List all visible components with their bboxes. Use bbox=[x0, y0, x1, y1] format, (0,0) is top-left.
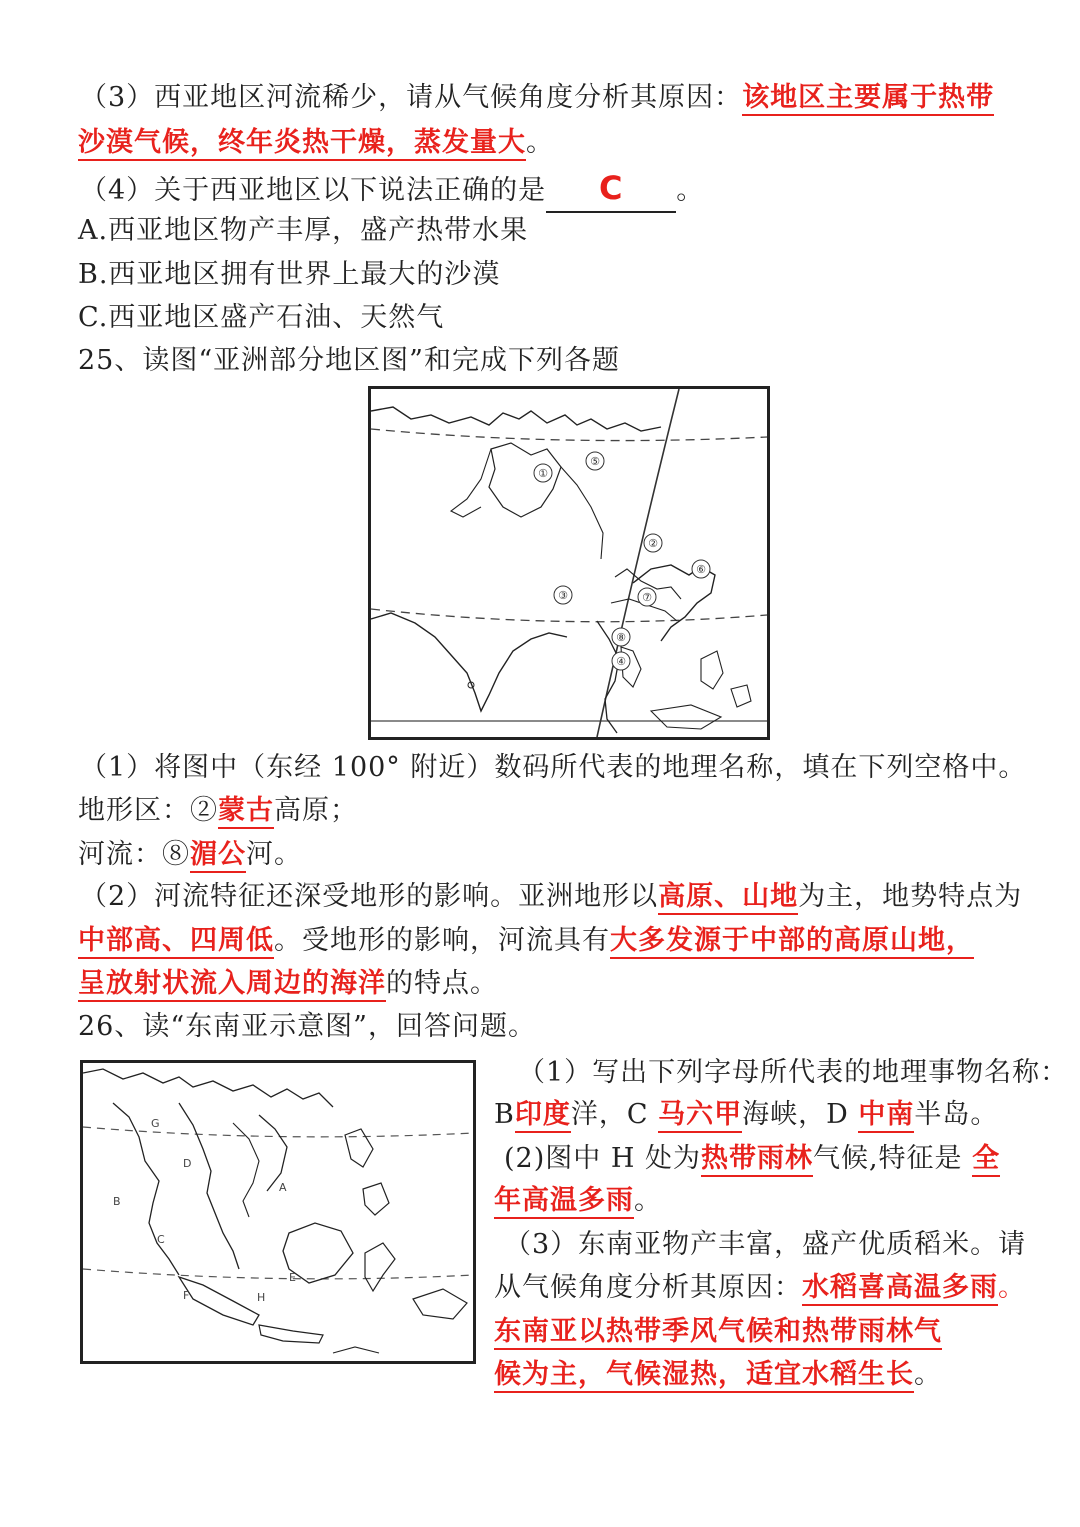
q24-option-b: B.西亚地区拥有世界上最大的沙漠 bbox=[78, 259, 501, 290]
q26-part1-prompt: （1）写出下列字母所代表的地理事物名称： bbox=[518, 1057, 1069, 1088]
q26-part3-answer2: 东南亚以热带季风气候和热带雨林气 bbox=[494, 1316, 942, 1350]
q24-part3-answer-a: 该地区主要属于热带 bbox=[742, 82, 994, 116]
q26-part2-mid: 气候,特征是 bbox=[812, 1143, 963, 1174]
q25-part2-line1 bbox=[80, 877, 1022, 917]
q26-part2-answer2b: 年高温多雨 bbox=[494, 1185, 634, 1219]
sumatra-island bbox=[179, 1277, 259, 1325]
q26-b-prefix: B bbox=[494, 1099, 515, 1130]
asia-region-map bbox=[368, 386, 770, 740]
svg-text:①: ① bbox=[538, 467, 548, 480]
q24-option-a: A.西亚地区物产丰厚，盛产热带水果 bbox=[78, 215, 529, 246]
q24-part4-line bbox=[80, 168, 704, 213]
q26-part2-answer1: 热带雨林 bbox=[701, 1143, 813, 1177]
q26-part1-answers bbox=[494, 1095, 998, 1135]
q26-b-answer: 印度 bbox=[515, 1099, 571, 1133]
q26-part3-line2 bbox=[494, 1268, 1026, 1308]
map-number-8 bbox=[612, 628, 630, 646]
q25-terrain-suffix: 高原； bbox=[274, 795, 358, 826]
map-letter-h: H bbox=[257, 1291, 266, 1304]
india-coast bbox=[371, 613, 567, 711]
svg-text:⑧: ⑧ bbox=[616, 631, 626, 644]
q24-option-c: C.西亚地区盛产石油、天然气 bbox=[78, 302, 445, 333]
island-small bbox=[731, 685, 751, 707]
q25-part2-answer1: 高原、山地 bbox=[658, 881, 798, 915]
map-number-3 bbox=[554, 586, 572, 604]
map-letter-f: F bbox=[183, 1289, 190, 1302]
map-number-6 bbox=[692, 560, 710, 578]
svg-text:②: ② bbox=[648, 537, 658, 550]
q25-title: 25、读图“亚洲部分地区图”和完成下列各题 bbox=[78, 345, 620, 376]
q26-part3-line4 bbox=[494, 1355, 942, 1395]
java-island bbox=[259, 1325, 323, 1343]
tropic-line bbox=[371, 609, 767, 622]
sea-north-coast bbox=[83, 1069, 333, 1107]
map-letter-c: C bbox=[157, 1233, 165, 1246]
q24-part4-end: 。 bbox=[676, 175, 705, 206]
q25-terrain-prefix: 地形区：② bbox=[78, 795, 218, 826]
mekong-river bbox=[233, 1123, 259, 1217]
q26-part2-prompt: (2)图中 H 处为 bbox=[504, 1143, 701, 1174]
lowland-outline bbox=[489, 443, 561, 517]
sea-west-coast bbox=[113, 1103, 179, 1275]
mindanao-island bbox=[363, 1183, 389, 1215]
q24-part3-answer-b: 沙漠气候，终年炎热干燥，蒸发量大 bbox=[78, 127, 526, 161]
q26-c-suffix: 海峡，D bbox=[742, 1099, 849, 1130]
q26-part2-answer2a: 全 bbox=[972, 1143, 1000, 1177]
north-coast bbox=[371, 407, 661, 431]
map-number-1 bbox=[534, 464, 552, 482]
q26-part2-line1 bbox=[504, 1139, 1000, 1179]
map-letter-a: A bbox=[279, 1181, 287, 1194]
q26-part3-answer1: 水稻喜高温多雨 bbox=[802, 1272, 998, 1306]
q25-part2-mid1: 为主，地势特点为 bbox=[798, 881, 1023, 912]
new-guinea-island bbox=[413, 1289, 467, 1319]
q25-part2-answer2: 中部高、四周低 bbox=[78, 925, 274, 959]
q25-part2-line2 bbox=[78, 921, 974, 961]
q26-b-suffix: 洋，C bbox=[570, 1099, 649, 1130]
map-letter-b: B bbox=[113, 1195, 121, 1208]
southeast-asia-map-drawing bbox=[83, 1063, 473, 1361]
map-number-2 bbox=[644, 534, 662, 552]
q25-part2-line3 bbox=[78, 964, 498, 1004]
q24-part4-prompt: （4）关于西亚地区以下说法正确的是 bbox=[80, 175, 547, 206]
q25-terrain-line bbox=[78, 791, 358, 831]
q26-c-answer: 马六甲 bbox=[658, 1099, 742, 1133]
q24-part4-answer: C bbox=[598, 169, 624, 207]
svg-text:⑤: ⑤ bbox=[590, 455, 600, 468]
vietnam-coast bbox=[259, 1115, 287, 1191]
q25-part2-end: 的特点。 bbox=[386, 968, 498, 999]
q25-river-prefix: 河流：⑧ bbox=[78, 839, 190, 870]
q26-d-answer: 中南 bbox=[858, 1099, 914, 1133]
q26-part2-line2 bbox=[494, 1181, 662, 1221]
q26-d-suffix: 半岛。 bbox=[914, 1099, 999, 1130]
q24-part4-blank bbox=[546, 168, 676, 213]
map-letter-g: G bbox=[151, 1117, 160, 1130]
river-west bbox=[451, 449, 491, 517]
philippines bbox=[701, 651, 723, 689]
sea-equator-line bbox=[83, 1269, 473, 1279]
svg-text:⑥: ⑥ bbox=[696, 563, 706, 576]
q25-part2-answer3b: 呈放射状流入周边的海洋 bbox=[78, 968, 386, 1002]
q25-part2-prompt: （2）河流特征还深受地形的影响。亚洲地形以 bbox=[80, 881, 659, 912]
q25-part2-mid2: 。受地形的影响，河流具有 bbox=[274, 925, 610, 956]
luzon-island bbox=[345, 1129, 373, 1167]
q26-part2-end: 。 bbox=[634, 1185, 662, 1216]
lesser-sunda bbox=[333, 1347, 379, 1353]
svg-text:④: ④ bbox=[616, 655, 626, 668]
q24-part3-line1 bbox=[80, 78, 994, 118]
map-letter-d: D bbox=[183, 1157, 192, 1170]
q25-river-suffix: 河。 bbox=[246, 839, 302, 870]
q24-part3-end: 。 bbox=[526, 127, 554, 158]
arctic-circle-line bbox=[371, 429, 767, 441]
q25-terrain-answer: 蒙古 bbox=[218, 795, 274, 829]
map-number-7 bbox=[638, 588, 656, 606]
map-letter-e: E bbox=[289, 1271, 296, 1284]
malay-peninsula bbox=[179, 1103, 239, 1269]
svg-text:⑦: ⑦ bbox=[642, 591, 652, 604]
southeast-asia-map bbox=[80, 1060, 476, 1364]
meridian-100e-line bbox=[597, 389, 679, 737]
q26-part3-line1: （3）东南亚物产丰富，盛产优质稻米。请 bbox=[504, 1229, 1027, 1260]
river-east bbox=[561, 467, 603, 559]
q26-part3-prompt: 从气候角度分析其原因： bbox=[494, 1272, 802, 1303]
svg-text:③: ③ bbox=[558, 589, 568, 602]
sea-tropic-line bbox=[83, 1127, 473, 1137]
borneo bbox=[651, 705, 721, 729]
map-number-5 bbox=[586, 452, 604, 470]
q25-part2-answer3a: 大多发源于中部的高原山地， bbox=[610, 925, 974, 959]
q26-part3-answer3: 候为主，气候湿热，适宜水稻生长 bbox=[494, 1359, 914, 1393]
q25-part1-prompt: （1）将图中（东经 100° 附近）数码所代表的地理名称，填在下列空格中。 bbox=[80, 752, 1027, 783]
sulawesi-island bbox=[365, 1243, 395, 1291]
asia-region-map-drawing bbox=[371, 389, 767, 737]
q26-part3-answer1-end: 。 bbox=[998, 1272, 1026, 1303]
q26-part3-end: 。 bbox=[914, 1359, 942, 1390]
q26-part3-line3 bbox=[494, 1312, 942, 1352]
q25-river-line bbox=[78, 835, 302, 875]
q24-part3-prompt: （3）西亚地区河流稀少，请从气候角度分析其原因： bbox=[80, 82, 743, 113]
q25-river-answer: 湄公 bbox=[190, 839, 246, 873]
q24-part3-line2 bbox=[78, 123, 554, 163]
q26-title: 26、读“东南亚示意图”，回答问题。 bbox=[78, 1011, 536, 1042]
map-number-4 bbox=[612, 652, 630, 670]
